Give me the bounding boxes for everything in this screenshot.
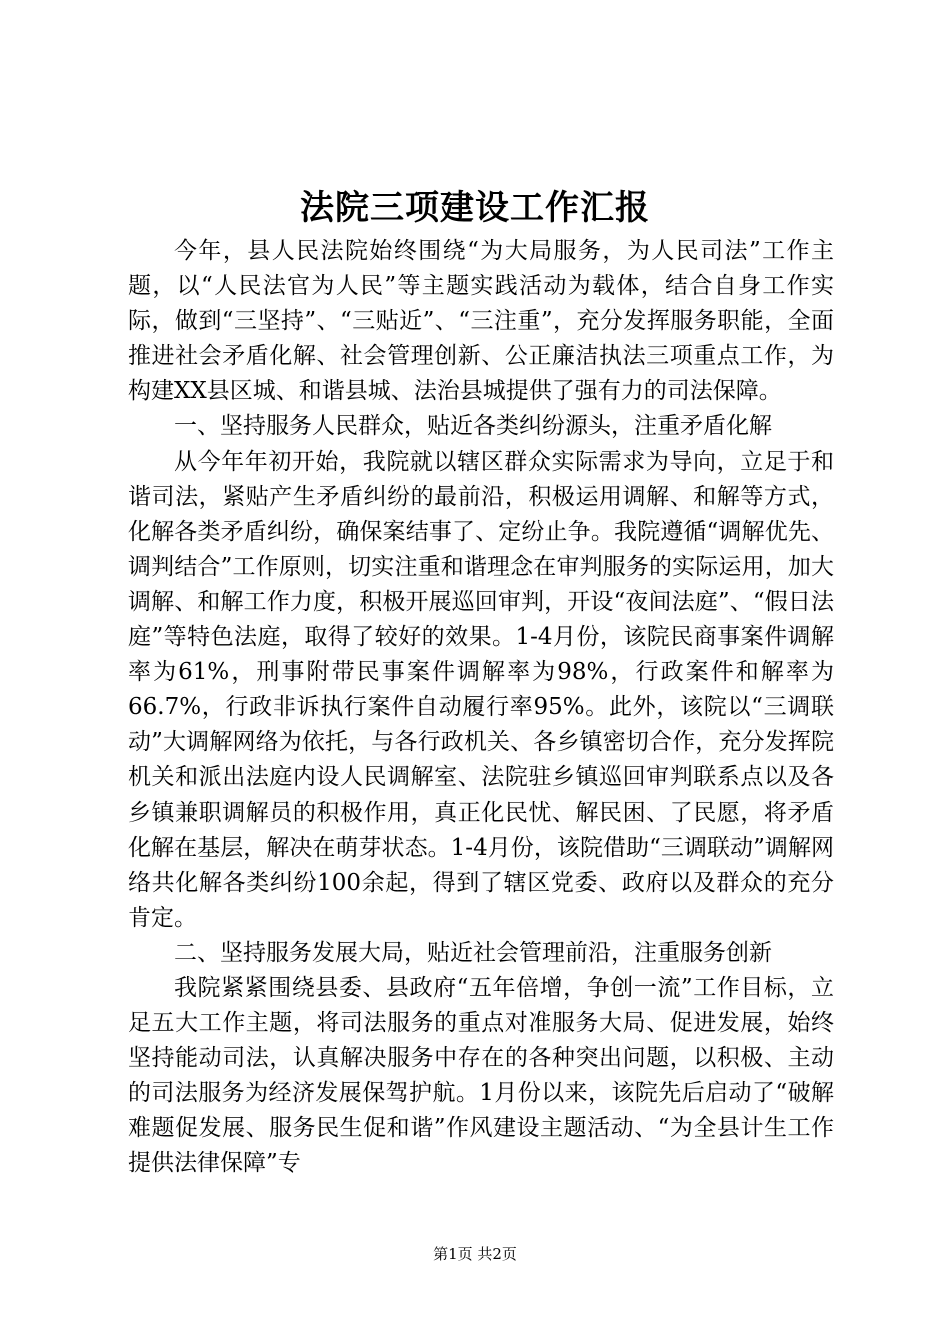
paragraph-section-2: 我院紧紧围绕县委、县政府“五年倍增，争创一流”工作目标，立足五大工作主题，将司法服务的重点对准服务大局、促进发展，始终坚持能动司法，认真解决服务中存在的各种突出问题，以积极、主动的司法服务为经济发展保驾护航。1月份以来，该院先后启动了“破解难题促发展、服务民生促和谐”作风建设主题活动、“为全县计生工作提供法律保障”专 [128, 974, 834, 1177]
page-footer: 第1页 共2页 [433, 1245, 517, 1263]
paragraph-section-1: 从今年年初开始，我院就以辖区群众实际需求为导向，立足于和谐司法，紧贴产生矛盾纠纷的最前沿，积极运用调解、和解等方式，化解各类矛盾纠纷，确保案结事了、定纷止争。我院遵循“调解优先、调判结合”工作原则，切实注重和谐理念在审判服务的实际运用，加大调解、和解工作力度，积极开展巡回审判，开设“夜间法庭”、“假日法庭”等特色法庭，取得了较好的效果。1-4月份，该院民商事案件调解率为61%，刑事附带民事案件调解率为98%，行政案件和解率为66.7%，行政非诉执行案件自动履行率95%。此外，该院以“三调联动”大调解网络为依托，与各行政机关、各乡镇密切合作，充分发挥院机关和派出法庭内设人民调解室、法院驻乡镇巡回审判联系点以及各乡镇兼职调解员的积极作用，真正化民忧、解民困、了民愿，将矛盾化解在基层，解决在萌芽状态。1-4月份，该院借助“三调联动”调解网络共化解各类纠纷100余起，得到了辖区党委、政府以及群众的充分肯定。 [128, 448, 834, 931]
section-heading-1: 一、坚持服务人民群众，贴近各类纠纷源头，注重矛盾化解 [174, 413, 772, 440]
paragraph-intro: 今年，县人民法院始终围绕“为大局服务，为人民司法”工作主题，以“人民法官为人民”等主题实践活动为载体，结合自身工作实际，做到“三坚持”、“三贴近”、“三注重”，充分发挥服务职能，全面推进社会矛盾化解、社会管理创新、公正廉洁执法三项重点工作，为构建XX县区城、和谐县城、法治县城提供了强有力的司法保障。 [128, 238, 834, 405]
document-body [128, 234, 834, 1182]
section-heading-2: 二、坚持服务发展大局，贴近社会管理前沿，注重服务创新 [174, 939, 772, 966]
document-title: 法院三项建设工作汇报 [300, 188, 650, 228]
